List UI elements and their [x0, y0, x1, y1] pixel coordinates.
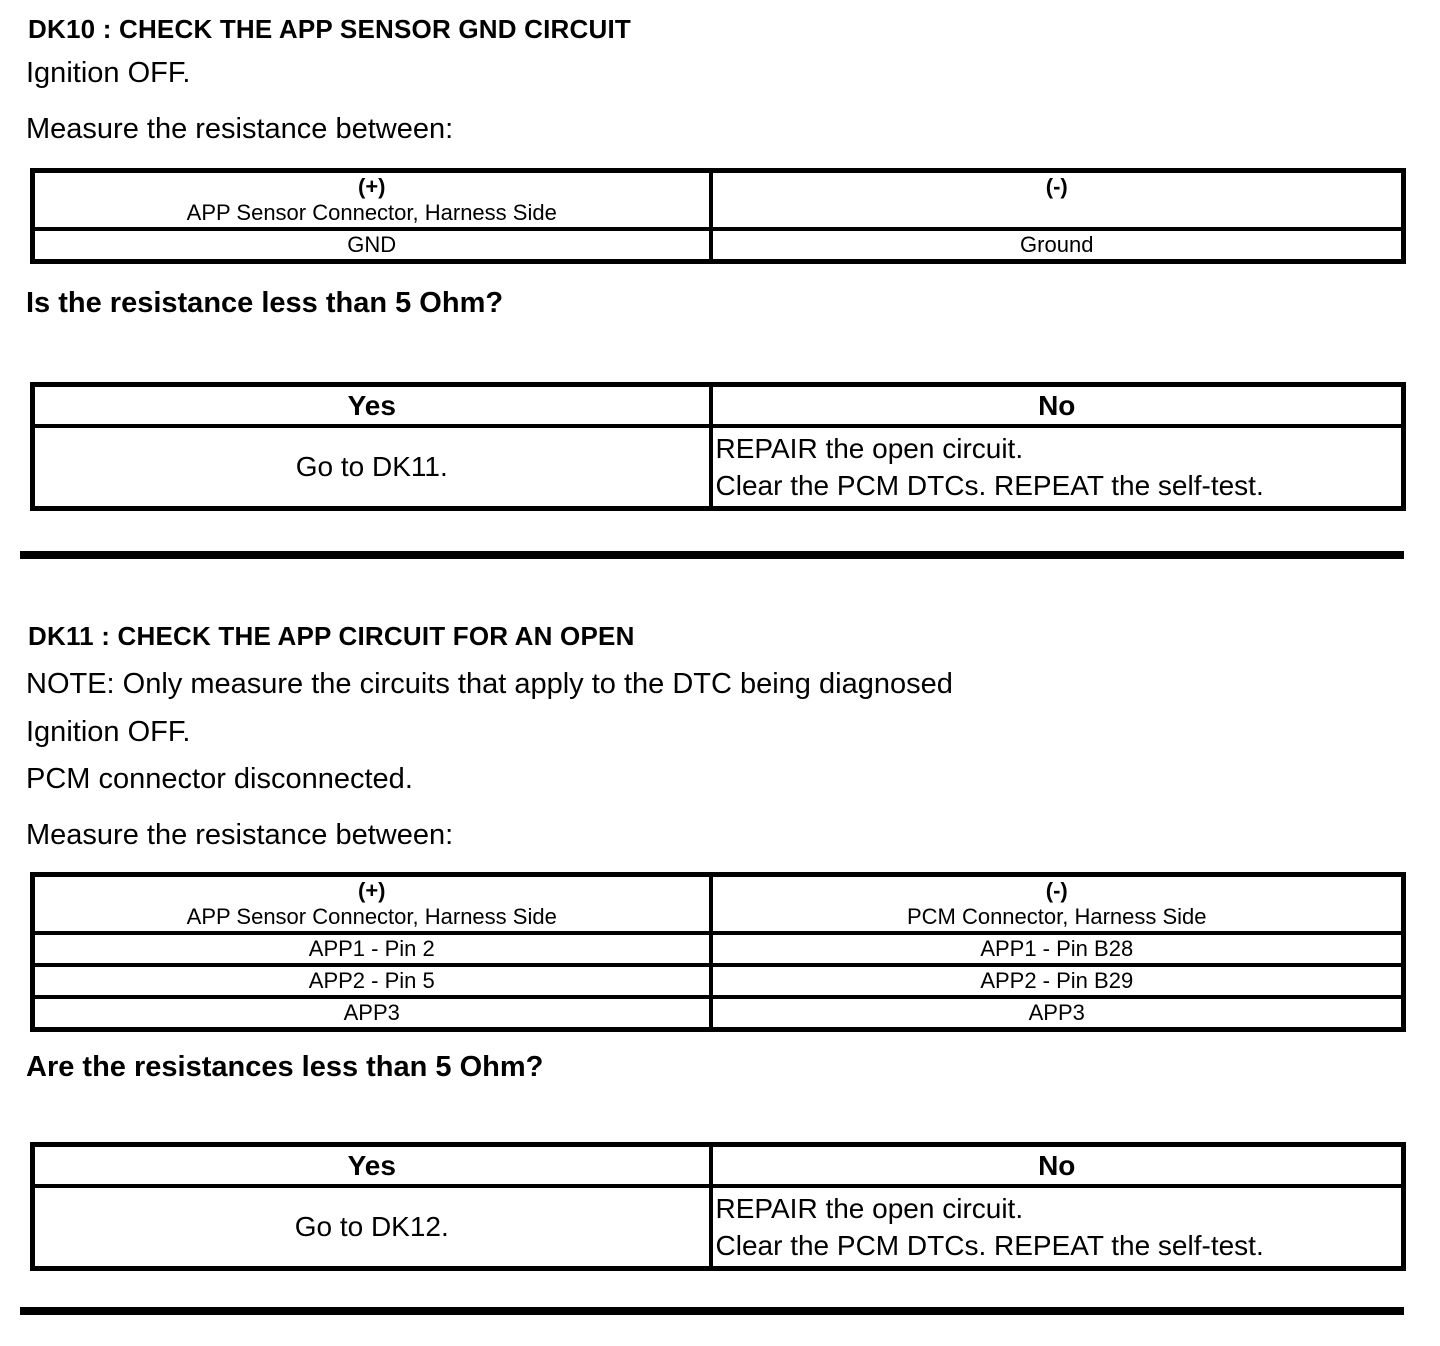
table-cell: APP2 - Pin 5 — [33, 965, 711, 997]
table-header-row — [33, 171, 1404, 230]
step-measure-resistance: Measure the resistance between: — [26, 819, 454, 851]
section-dk11 — [0, 621, 1440, 1271]
question-dk11: Are the resistances less than 5 Ohm? — [26, 1051, 544, 1083]
table-row — [33, 426, 1404, 509]
yes-action-cell: Go to DK11. — [33, 426, 711, 509]
table-header-row — [33, 385, 1404, 427]
table-row — [33, 997, 1404, 1030]
step-measure-resistance: Measure the resistance between: — [26, 113, 454, 145]
no-action-line: Clear the PCM DTCs. REPEAT the self-test. — [715, 1230, 1264, 1261]
table-cell: GND — [33, 229, 711, 262]
no-action-line: REPAIR the open circuit. — [715, 433, 1024, 464]
decision-table-dk11 — [30, 1142, 1406, 1271]
step-ignition-off: Ignition OFF. — [26, 57, 191, 89]
header-cell-negative — [711, 171, 1404, 230]
table-row — [33, 1186, 1404, 1269]
bottom-divider — [20, 1307, 1404, 1315]
no-action-cell — [711, 1186, 1404, 1269]
measurement-table-dk10 — [30, 168, 1406, 264]
section-heading-dk10: DK10 : CHECK THE APP SENSOR GND CIRCUIT — [28, 14, 631, 44]
question-dk10: Is the resistance less than 5 Ohm? — [26, 287, 504, 319]
no-action-line: Clear the PCM DTCs. REPEAT the self-test. — [715, 470, 1264, 501]
table-cell: APP3 — [711, 997, 1404, 1030]
section-dk10 — [0, 14, 1440, 511]
decision-table-dk10 — [30, 382, 1406, 511]
polarity-plus-label: (+) — [358, 174, 386, 199]
table-header-row — [33, 875, 1404, 934]
table-cell: APP2 - Pin B29 — [711, 965, 1404, 997]
table-row — [33, 965, 1404, 997]
note-line: NOTE: Only measure the circuits that apply to the DTC being diagnosed — [26, 668, 953, 700]
table-cell: Ground — [711, 229, 1404, 262]
yes-header: Yes — [33, 385, 711, 427]
step-pcm-disconnected: PCM connector disconnected. — [26, 763, 413, 795]
polarity-plus-label: (+) — [358, 878, 386, 903]
yes-header: Yes — [33, 1145, 711, 1187]
no-action-cell — [711, 426, 1404, 509]
measurement-table-dk11 — [30, 872, 1406, 1032]
no-header: No — [711, 385, 1404, 427]
section-divider — [20, 551, 1404, 559]
connector-label: PCM Connector, Harness Side — [906, 904, 1207, 929]
polarity-minus-label: (-) — [1045, 878, 1068, 903]
yes-action-cell: Go to DK12. — [33, 1186, 711, 1269]
connector-label: APP Sensor Connector, Harness Side — [186, 904, 557, 929]
table-row — [33, 229, 1404, 262]
header-cell-positive — [33, 875, 711, 934]
no-header: No — [711, 1145, 1404, 1187]
no-action-line: REPAIR the open circuit. — [715, 1193, 1024, 1224]
table-cell: APP1 - Pin 2 — [33, 933, 711, 965]
header-cell-positive — [33, 171, 711, 230]
header-cell-negative — [711, 875, 1404, 934]
section-heading-dk11: DK11 : CHECK THE APP CIRCUIT FOR AN OPEN — [28, 621, 635, 651]
connector-label: APP Sensor Connector, Harness Side — [186, 200, 557, 225]
polarity-minus-label: (-) — [1045, 174, 1068, 199]
table-cell: APP3 — [33, 997, 711, 1030]
table-row — [33, 933, 1404, 965]
step-ignition-off: Ignition OFF. — [26, 716, 191, 748]
table-cell: APP1 - Pin B28 — [711, 933, 1404, 965]
table-header-row — [33, 1145, 1404, 1187]
